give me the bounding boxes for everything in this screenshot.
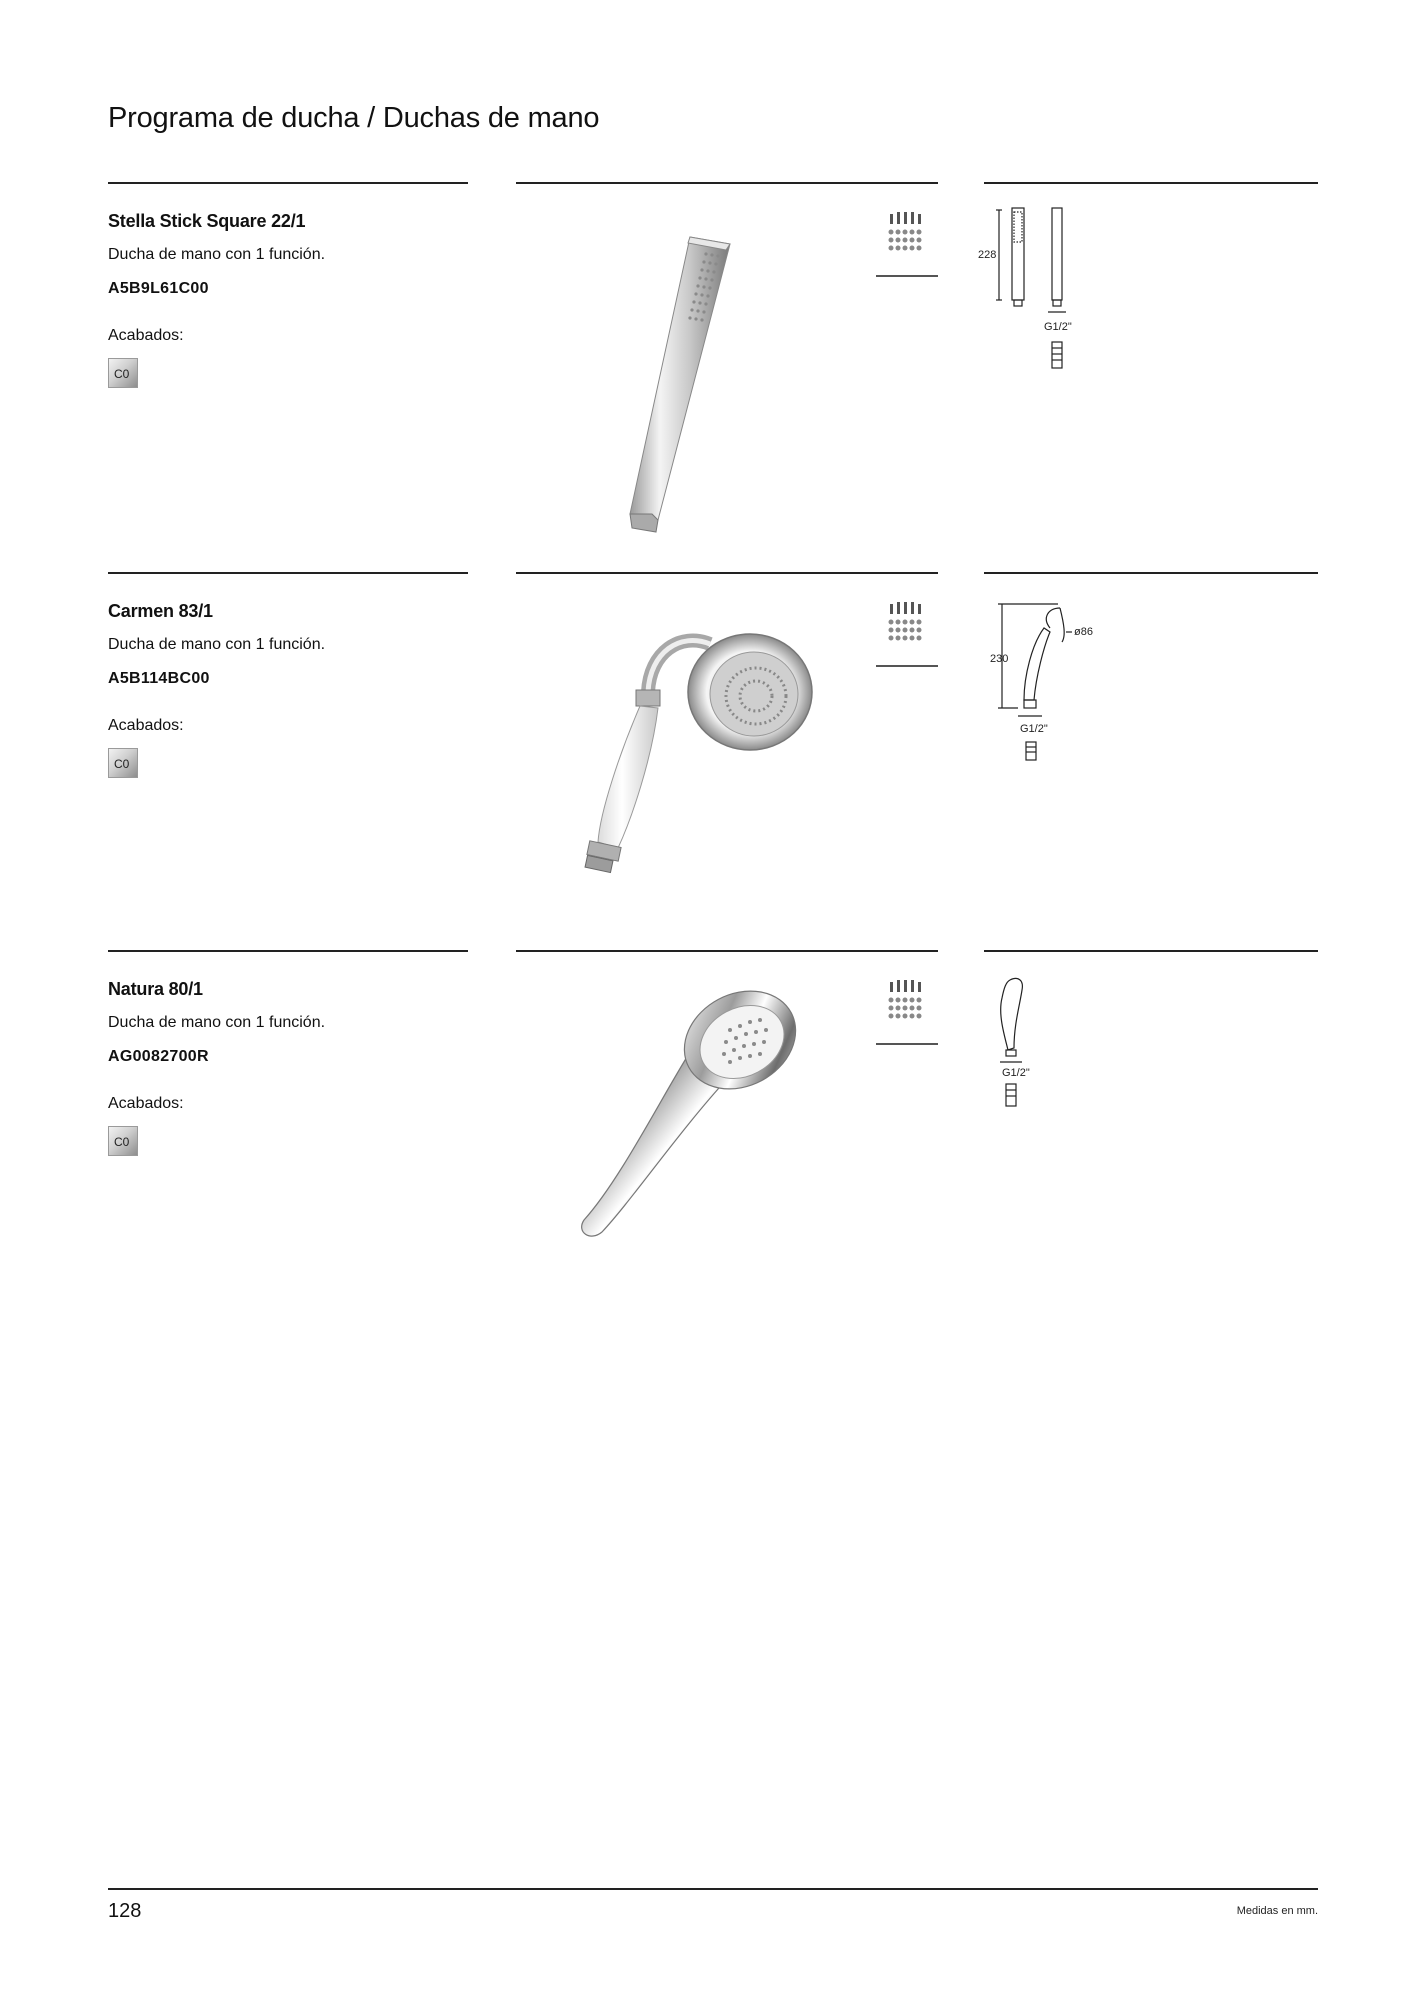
dimension-diameter: ø86	[1074, 626, 1093, 638]
spray-type-icon	[874, 978, 936, 1042]
divider	[984, 182, 1318, 184]
divider	[108, 572, 468, 574]
product-code: AG0082700R	[108, 1048, 209, 1065]
dimension-height: 228	[978, 249, 997, 261]
divider	[876, 1043, 938, 1045]
finish-swatch-chrome: C0	[108, 358, 138, 388]
finish-label: Acabados:	[108, 1095, 184, 1112]
product-info	[108, 210, 468, 388]
divider	[516, 950, 938, 952]
product-section-stella	[0, 182, 1414, 562]
page-number: 128	[108, 1900, 142, 1922]
divider	[516, 182, 938, 184]
divider	[108, 182, 468, 184]
page-title: Programa de ducha / Duchas de mano	[108, 102, 600, 134]
product-section-natura	[0, 950, 1414, 1330]
dimension-connection: G1/2"	[1020, 723, 1048, 735]
technical-drawing-carmen	[978, 596, 1138, 796]
product-code: A5B9L61C00	[108, 280, 209, 297]
dimension-connection: G1/2"	[1044, 321, 1072, 333]
divider	[876, 665, 938, 667]
product-section-carmen	[0, 572, 1414, 952]
product-description: Ducha de mano con 1 función.	[108, 246, 326, 263]
finish-swatch-chrome: C0	[108, 748, 138, 778]
divider	[876, 275, 938, 277]
finish-swatch-chrome: C0	[108, 1126, 138, 1156]
product-info	[108, 978, 468, 1156]
product-name: Natura 80/1	[108, 979, 203, 999]
footer-note: Medidas en mm.	[1236, 1905, 1318, 1917]
divider	[984, 950, 1318, 952]
product-description: Ducha de mano con 1 función.	[108, 636, 326, 653]
product-photo-natura-shower	[540, 960, 840, 1320]
divider	[516, 572, 938, 574]
divider	[984, 572, 1318, 574]
product-info	[108, 600, 468, 778]
spray-type-icon	[874, 210, 936, 274]
product-photo-classic-shower	[540, 582, 840, 942]
product-name: Stella Stick Square 22/1	[108, 211, 306, 231]
dimension-connection: G1/2"	[1002, 1067, 1030, 1079]
footer-divider	[108, 1888, 1318, 1890]
spray-type-icon	[874, 600, 936, 664]
technical-drawing-natura	[978, 974, 1138, 1174]
product-description: Ducha de mano con 1 función.	[108, 1014, 326, 1031]
product-name: Carmen 83/1	[108, 601, 213, 621]
technical-drawing-stella	[978, 206, 1138, 406]
finish-label: Acabados:	[108, 327, 184, 344]
divider	[108, 950, 468, 952]
product-code: A5B114BC00	[108, 670, 210, 687]
finish-label: Acabados:	[108, 717, 184, 734]
dimension-height: 230	[990, 653, 1009, 665]
product-photo-stick-shower	[540, 192, 840, 552]
